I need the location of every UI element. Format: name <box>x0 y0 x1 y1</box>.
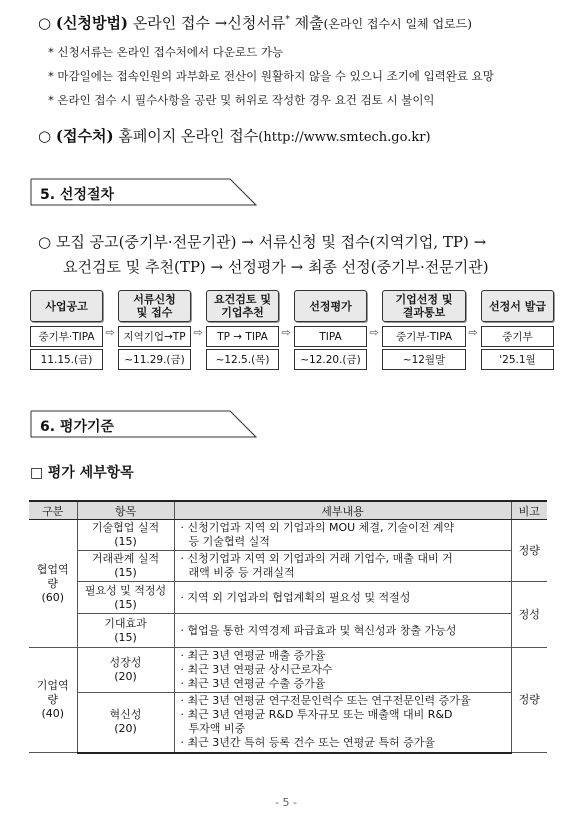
col-header-remark: 비고 <box>511 501 547 520</box>
flow-stage-date: ~11.29.(금) <box>118 349 191 370</box>
process-flow <box>25 290 555 380</box>
group-cell-collab <box>29 520 77 648</box>
section6-heading <box>30 410 257 438</box>
item-cell: 필요성 및 적정성 (15) <box>77 582 174 614</box>
group-score: (60) <box>41 590 65 604</box>
flow-arrow-icon: ⇨ <box>468 326 478 339</box>
receipt-url: (http://www.smtech.go.kr) <box>258 130 431 145</box>
detail-cell: · 지역 외 기업과의 협업계획의 필요성 및 적절성 <box>174 582 511 614</box>
flow-stage-date: '25.1월 <box>481 349 554 370</box>
detail-cell: · 신청기업과 지역 외 기업과의 거래 기업수, 매출 대비 거 래액 비중 등 거래실적 <box>174 551 511 582</box>
eval-subheading-text: 평가 세부항목 <box>47 465 134 481</box>
note-1: * 신청서류는 온라인 접수처에서 다운로드 가능 <box>48 45 284 59</box>
item-cell: 기술협업 실적 (15) <box>77 520 174 551</box>
flow-stage-6 <box>481 290 554 370</box>
note-2: * 마감일에는 접속인원의 과부화로 전산이 원활하지 않을 수 있으니 조기에 입력완료 요망 <box>48 69 494 83</box>
flow-stage-3 <box>206 290 279 370</box>
table-row <box>29 648 547 693</box>
table-row <box>29 614 547 648</box>
flow-stage-date: ~12월말 <box>382 349 466 370</box>
receipt-text: 홈페이지 온라인 접수 <box>118 127 259 145</box>
flow-stage-org: 중기부·TIPA <box>30 326 103 347</box>
method-paren: (온라인 접수시 일체 업로드) <box>323 17 472 31</box>
remark-cell: 정성 <box>511 582 547 648</box>
table-header-row <box>29 501 547 520</box>
item-cell: 혁신성 (20) <box>77 693 174 753</box>
method-label: (신청방법) <box>55 14 129 32</box>
group-name: 협업역량 <box>36 562 69 590</box>
col-header-item: 항목 <box>77 501 174 520</box>
circle-bullet-icon: ○ <box>38 127 52 145</box>
item-cell: 성장성 (20) <box>77 648 174 693</box>
page-number: - 5 - <box>275 796 297 809</box>
square-bullet-icon: □ <box>30 465 44 481</box>
col-header-detail: 세부내용 <box>174 501 511 520</box>
flow-stage-date: 11.15.(금) <box>30 349 103 370</box>
flow-stage-title: 선정서 발급 <box>481 290 554 322</box>
flow-stage-title: 서류신청 및 접수 <box>118 290 191 322</box>
flow-arrow-icon: ⇨ <box>193 326 203 339</box>
remark-cell: 정량 <box>511 648 547 753</box>
circle-bullet-icon: ○ <box>38 14 52 32</box>
flow-stage-date: ~12.20.(금) <box>294 349 367 370</box>
detail-cell: · 최근 3년 연평균 매출 증가율 · 최근 3년 연평균 상시근로자수 · 최근 3년 연평균 수출 증가율 <box>174 648 511 693</box>
section6-title: 6. 평가기준 <box>40 419 115 435</box>
flow-stage-4 <box>294 290 367 370</box>
flow-stage-5 <box>382 290 466 370</box>
group-cell-company <box>29 648 77 753</box>
flow-stage-title: 사업공고 <box>30 290 103 322</box>
detail-cell: · 신청기업과 지역 외 기업과의 MOU 체결, 기술이전 계약 등 기술협력 실적 <box>174 520 511 551</box>
method-sup: * <box>285 15 290 25</box>
flow-stage-org: TIPA <box>294 326 367 347</box>
detail-cell: · 협업을 통한 지역경제 파급효과 및 혁신성과 창출 가능성 <box>174 614 511 648</box>
flow-arrow-icon: ⇨ <box>369 326 379 339</box>
flow-stage-org: 중기부·TIPA <box>382 326 466 347</box>
table-row <box>29 551 547 582</box>
evaluation-table <box>29 500 547 754</box>
flow-arrow-icon: ⇨ <box>105 326 115 339</box>
flow-stage-2 <box>118 290 191 370</box>
remark-cell: 정량 <box>511 520 547 582</box>
procedure-line-2: 요건검토 및 추천(TP) → 선정평가 → 최종 선정(중기부·전문기관) <box>63 258 489 276</box>
flow-arrow-icon: ⇨ <box>281 326 291 339</box>
flow-stage-org: 중기부 <box>481 326 554 347</box>
col-header-category: 구분 <box>29 501 77 520</box>
procedure-line-1: ○ 모집 공고(중기부·전문기관) → 서류신청 및 접수(지역기업, TP) → <box>38 233 487 251</box>
receipt-label: (접수처) <box>55 127 114 145</box>
flow-stage-1 <box>30 290 103 370</box>
item-cell: 거래관계 실적 (15) <box>77 551 174 582</box>
flow-stage-org: TP → TIPA <box>206 326 279 347</box>
section5-heading <box>30 178 257 206</box>
method-text2: 제출 <box>294 14 324 32</box>
flow-stage-title: 기업선정 및 결과통보 <box>382 290 466 322</box>
flow-stage-title: 요건검토 및 기업추천 <box>206 290 279 322</box>
group-score: (40) <box>41 707 65 720</box>
detail-cell: · 최근 3년 연평균 연구전문인력수 또는 연구전문인력 증가율 · 최근 3년 연평균 R&D 투자규모 또는 매출액 대비 R&D 투자액 비중 · 최근 3년간 특허 등록 건수 또는 연평균 특허 증가율 <box>174 693 511 753</box>
table-row <box>29 520 547 551</box>
note-3: * 온라인 접수 시 필수사항을 공란 및 허위로 작성한 경우 요건 검토 시 불이익 <box>48 93 435 107</box>
eval-subheading <box>30 462 572 482</box>
flow-stage-title: 선정평가 <box>294 290 367 322</box>
flow-stage-org: 지역기업→TP <box>118 326 191 347</box>
section5-title: 5. 선정절차 <box>40 187 115 203</box>
item-cell: 기대효과 (15) <box>77 614 174 648</box>
group-name: 기업역량 <box>36 679 69 706</box>
table-row <box>29 693 547 753</box>
table-row <box>29 582 547 614</box>
flow-stage-date: ~12.5.(목) <box>206 349 279 370</box>
method-line <box>38 12 572 33</box>
receipt-line <box>38 125 572 146</box>
method-text: 온라인 접수 →신청서류 <box>132 14 286 32</box>
